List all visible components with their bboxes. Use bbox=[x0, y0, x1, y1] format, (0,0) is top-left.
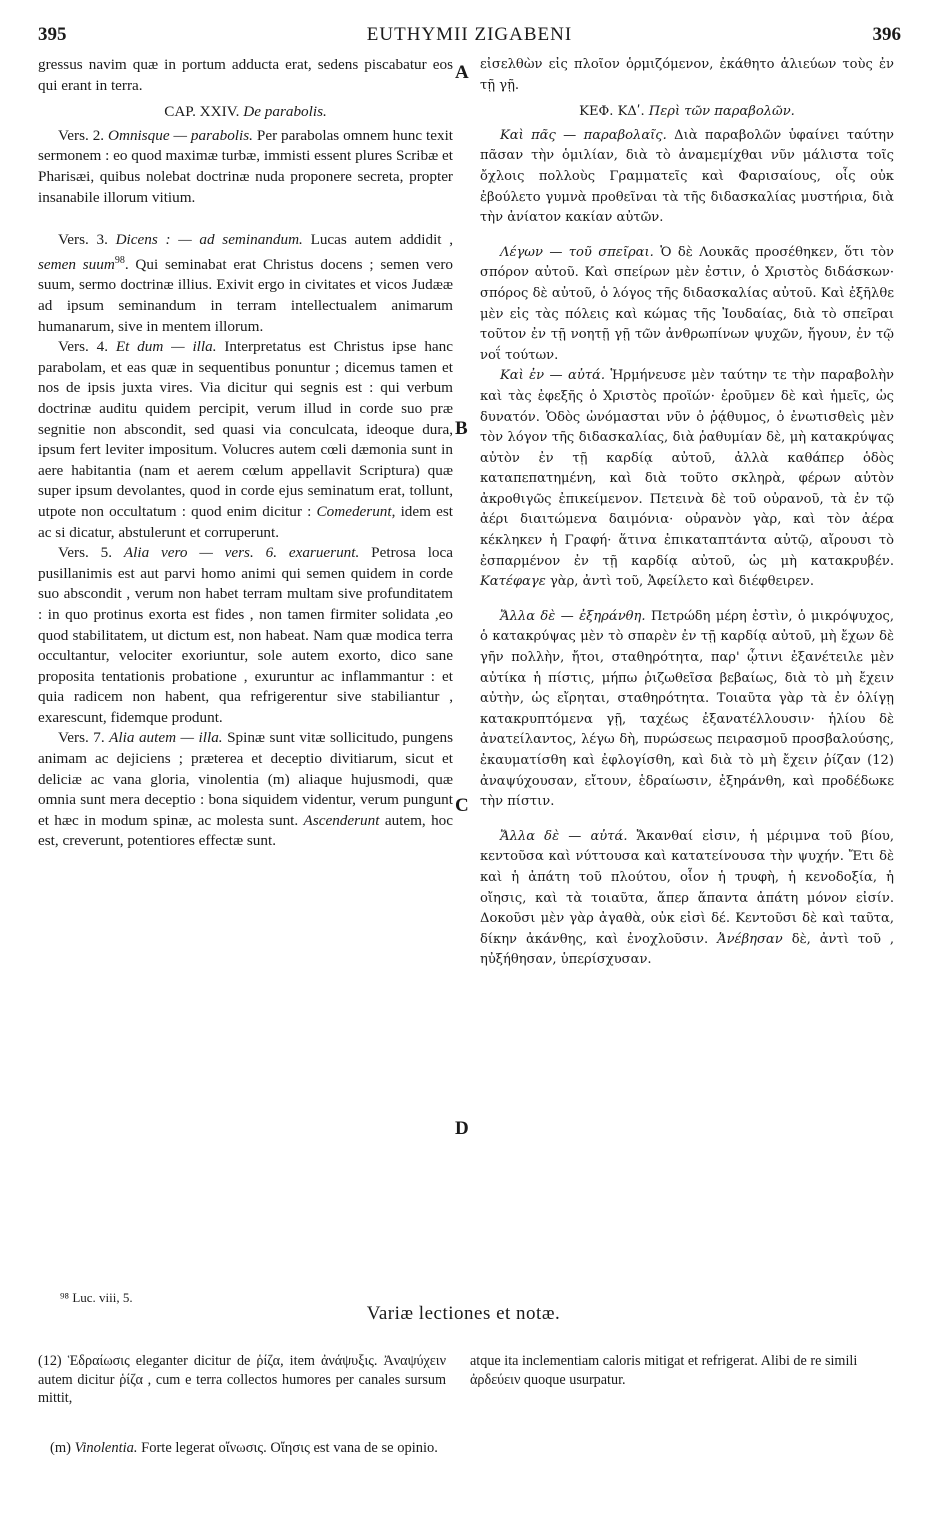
note-12-right: atque ita inclementiam caloris mitigat et refrigerat. Alibi de re simili ἀρδεύειν quoque usurpatur. bbox=[470, 1353, 858, 1388]
verse-text: Per parabolas omnem hunc texit sermonem : eo quod maximæ turbæ, immisti essent plures Scribæ et Pharisæi, quibus nolebat doctrinæ nuda proponere secreta, propter insanabile illorum vitium. bbox=[38, 126, 454, 206]
latin-column bbox=[38, 55, 453, 852]
running-title: EUTHYMII ZIGABENI bbox=[366, 24, 573, 45]
footnote-marker: 98 bbox=[114, 254, 125, 266]
latin-verse-5 bbox=[38, 543, 453, 728]
verse-text: , idem est ac si dicatur, abstulerunt et corruperunt. bbox=[38, 502, 454, 541]
verse-lemma: Et dum — illa. bbox=[115, 338, 217, 356]
verse-ref: Vers. 2. bbox=[58, 126, 105, 144]
latin-verse-4 bbox=[38, 337, 453, 543]
margin-mark-d: D bbox=[455, 1118, 469, 1139]
note-m-lemma: Vinolentia. bbox=[74, 1440, 138, 1456]
greek-opening-paragraph: εἰσελθὼν εἰς πλοῖον ὁρμιζόμενον, ἐκάθητο ἁλιεύων τοὺς ἐν τῇ γῇ. bbox=[480, 57, 894, 93]
latin-verse-3 bbox=[38, 230, 453, 337]
verse-ref: Vers. 4. bbox=[58, 338, 108, 356]
greek-verse-4 bbox=[480, 366, 894, 593]
footnote: ⁹⁸ Luc. viii, 5. bbox=[60, 1290, 133, 1305]
verse-lemma: Alia vero — vers. 6. exaruerunt. bbox=[123, 544, 360, 562]
page-number-left: 395 bbox=[38, 24, 67, 45]
verse-ref: Vers. 3. bbox=[58, 231, 108, 249]
verse-text: Ἡρμήνευσε μὲν ταύτην τε τὴν παραβολὴν καὶ τὰς ἐφεξῆς ὁ Χριστὸς προϊών· ἐροῦμεν δὲ καὶ ἡμεῖς, ὡς δυνατόν. Ὁδὸς ὠνόμασται νῦν ὁ ῥᾴθυμος, ὁ ἐνωτισθεὶς μὲν τὸν λόγον τῆς διδασκαλίας, διὰ ῥαθυμίαν δὲ, μὴ κατακρύψας αὐτὸν ἐν τῇ καρδίᾳ αὐτοῦ, ἀλλὰ καθάπερ ὁδὸς καταπεπατημένη, καὶ διὰ τοῦτο σκληρὰ, φέρων αὐτὸν ἀκροθιγῶς ἐπικείμενον. Πετεινὰ δὲ τοῦ οὐρανοῦ, τὰ ἐν τῷ ἀέρι διαιτώμενα δαιμόνια· οὐρανὸν γὰρ, καὶ τὸν ἀέρα κέκληκεν ἡ Γραφή· ἅτινα ἐπικαταπτάντα αὐτῷ, αἴρουσι τὸ ἐσπαρμένον ἐν τῇ καρδίᾳ αὐτοῦ, ὡς μὴ κατακρυβέν. bbox=[480, 368, 894, 569]
verse-text: δὲ, ἀντὶ τοῦ , ηὐξήθησαν, ὑπερίσχυσαν. bbox=[480, 931, 895, 968]
greek-column bbox=[480, 55, 894, 971]
margin-mark-c: C bbox=[455, 795, 469, 816]
verse-lemma: Dicens : — ad seminandum. bbox=[115, 231, 303, 249]
margin-mark-a: A bbox=[455, 62, 469, 83]
verse-text: Lucas autem addidit , bbox=[310, 231, 453, 249]
greek-verse-7 bbox=[480, 827, 894, 971]
verse-italic: Ascenderunt bbox=[303, 811, 380, 829]
page-number-right: 396 bbox=[872, 24, 901, 45]
note-12-left: (12) Ἑδραίωσις eleganter dicitur de ῥίζα, item ἀνάψυξις. Ἀναψύχειν autem dicitur ῥίζα , cum e terra collectos humores per canales sursum mittit, bbox=[38, 1353, 446, 1406]
margin-mark-b: B bbox=[455, 418, 468, 439]
verse-text: Ὁ δὲ Λουκᾶς προσέθηκεν, ὅτι τὸν σπόρον αὐτοῦ. Καὶ σπείρων μὲν ἐστιν, ὁ Χριστὸς διδάσκων· σπόρος δὲ αὐτοῦ, ὁ λόγος τῆς διδασκαλίας αὐτοῦ. Καὶ ἐξῆλθε μὲν εἰς τὰς πόλεις καὶ κώμας τῆς Ἰουδαίας, διὰ τὸ σπεῖραι τοῦτον ἐν τῇ νοητῇ γῇ τῶν ἀνθρωπίνων ψυχῶν, ἤγουν, ἐν τῷ νοΐ τούτων. bbox=[480, 244, 894, 363]
verse-lemma: Καὶ ἐν — αὐτά. bbox=[500, 368, 606, 384]
verse-lemma: Omnisque — parabolis. bbox=[108, 126, 253, 144]
note-m-label: (m) bbox=[50, 1440, 71, 1456]
verse-italic: Κατέφαγε bbox=[480, 574, 546, 590]
verse-text: γὰρ, ἀντὶ τοῦ, Ἀφείλετο καὶ διέφθειρεν. bbox=[549, 574, 814, 590]
greek-chapter-title: Περὶ τῶν παραβολῶν. bbox=[648, 104, 795, 120]
verse-lemma: Alia autem — illa. bbox=[109, 729, 223, 747]
latin-chapter-heading bbox=[38, 102, 453, 123]
verse-italic: Comederunt bbox=[316, 502, 392, 520]
verse-text: . Qui seminabat erat Christus docens ; semen vero suum, sermo doctrinæ illius. Exivit ergo in civitates et vicos Judææ ad ipsum seminandum in terram intellectualem animarum humanarum, sive in mentem illorum. bbox=[38, 255, 453, 335]
note-m-text: Forte legerat οἴνωσις. Οἴησις est vana de se opinio. bbox=[141, 1440, 438, 1456]
verse-lemma: Ἄλλα δὲ — αὐτά. bbox=[500, 828, 628, 844]
verse-text: Διὰ παραβολῶν ὑφαίνει ταύτην πᾶσαν τὴν ὁμιλίαν, διὰ τὸ ἀναμεμίχθαι νῦν μάλιστα τοῖς ὄχλοις πολλοὺς Γραμματεῖς καὶ Φαρισαίους, οἷς οὐκ ἐβούλετο γυμνὰ προθεῖναι τὰ τῆς διδασκαλίας μυστήρια, διὰ τὴν ἀνίατον κακίαν αὐτῶν. bbox=[480, 127, 894, 226]
greek-chapter-heading bbox=[480, 102, 894, 123]
latin-verse-2 bbox=[38, 126, 453, 208]
verse-italic: Ἀνέβησαν bbox=[717, 931, 783, 947]
verse-ref: Vers. 5. bbox=[58, 544, 113, 562]
latin-opening-paragraph: gressus navim quæ in portum adducta erat, sedens piscabatur eos qui erant in terra. bbox=[38, 56, 453, 94]
verse-text: Interpretatus est Christus ipse hanc parabolam, et eas quæ in sequentibus ponuntur ; dicemus tamen et nos de ipsis juxta vires. Via dicitur qui segnis est : qui verbum doctrinæ auditu quidem percipit, verum illud in corde suo præ segnitie non abscondit, sed quasi via conculcata, ideoque dura, ipsum fert leviter impositum. Volucres autem cœli dæmonia sunt in aere habitantia (nam et aerem cœlum appellavit Scriptura) quæ super ipsum devolantes, quod in corde ejus seminatum erat, tollunt, utpote non occultatum : quod enim dicitur : bbox=[38, 338, 453, 520]
greek-verse-3 bbox=[480, 243, 894, 367]
notes-title: Variæ lectiones et notæ. bbox=[366, 1303, 561, 1324]
latin-chapter-number: CAP. XXIV. bbox=[164, 103, 240, 121]
verse-text: autem, hoc est, creverunt, potentiores effectæ sunt. bbox=[38, 811, 454, 850]
verse-lemma: Ἄλλα δὲ — ἐξηράνθη. bbox=[500, 608, 646, 624]
greek-verse-2 bbox=[480, 126, 894, 229]
latin-chapter-title: De parabolis. bbox=[243, 103, 327, 121]
verse-ref: Vers. 7. bbox=[58, 729, 105, 747]
verse-text: Petrosa loca pusillanimis est aut parvi homo animi qui semen quidem in corde suo abscondit , verum non habet terram multam sive profunditatem : in quo protinus exorta est fides , non tamen firmiter solidata ,eo quod stabilitatem, ut dictum est, non habeat. Nam quæ modica terra occultantur, velociter exoriuntur, sole autem exorto, dico sane proposita tentationis probatione , exuruntur ac inflammantur : et quia radicem non habent, qua refrigerentur sive stabiliantur , exarescunt, fidemque produnt. bbox=[38, 544, 454, 726]
page-header bbox=[38, 24, 901, 54]
verse-italic: semen suum bbox=[38, 255, 115, 273]
greek-verse-5 bbox=[480, 607, 894, 813]
verse-lemma: Λέγων — τοῦ σπεῖραι. bbox=[500, 244, 654, 260]
verse-text: Spinæ sunt vitæ sollicitudo, pungens animam ac dejiciens ; præterea et deceptio divitiarum, sicut et deliciæ ac vana gloria, vinolentia (m) aliaque hujusmodi, quæ omnia sunt mera deceptio : bona siquidem videntur, verum pungunt et hæc in modum spinæ, ac molesta sunt. bbox=[38, 729, 454, 829]
greek-chapter-number: ΚΕΦ. ΚΔʹ. bbox=[579, 104, 645, 120]
verse-lemma: Καὶ πᾶς — παραβολαῖς. bbox=[500, 127, 667, 143]
note-m bbox=[50, 1440, 438, 1457]
verse-text: Πετρώδη μέρη ἐστὶν, ὁ μικρόψυχος, ὁ κατακρύψας μὲν τὸ σπαρὲν ἐν τῇ καρδίᾳ αὐτοῦ, μὴ ἔχων δὲ γῆν πολλὴν, ἤτοι, σταθηρότητα, παρ' ᾧτινι ἐξανέτειλε μὲν αὐτίκα ἡ πίστις, μήπω ῥιζωθεῖσα βεβαίως, διὰ τὸ μὴ ἔχειν αὐτὴν, ὡς εἴρηται, σταθηρότητα. Τοιαῦτα γὰρ τὰ ἐν ὀλίγῃ κατακρυπτόμενα γῇ, ταχέως ἐξανατέλλουσιν· ἡλίου δὲ ἀνατείλαντος, λέγω δὴ, πυρώσεως πειρασμοῦ προσβαλούσης, ἐκαυματίσθη καὶ ἐφλογίσθη, καὶ διὰ τὸ μὴ ἔχειν ῥίζαν (12) ἀναψύχουσαν, εἴτουν, ἑδραίωσιν, ἐξηράνθη, καὶ προδέδωκε τὴν πίστιν. bbox=[480, 608, 895, 810]
latin-verse-7 bbox=[38, 728, 453, 852]
verse-text: Ἄκανθαί εἰσιν, ἡ μέριμνα τοῦ βίου, κεντοῦσα καὶ νύττουσα καὶ κατατείνουσα τὴν ψυχήν. Ἔτι δὲ καὶ ἡ ἀπάτη τοῦ πλούτου, οἷον ἡ τρυφὴ, ἡ κενοδοξία, ἡ οἴησις, καὶ τὰ τοιαῦτα, ἅπερ ἅπαντα ἀπάτη μόνον εἰσίν. Δοκοῦσι μὲν γὰρ ἀγαθὰ, οὐκ εἰσὶ δέ. Κεντοῦσι δὲ καὶ ταῦτα, δίκην ἀκάνθης, καὶ ἐνοχλοῦσιν. bbox=[480, 828, 894, 947]
